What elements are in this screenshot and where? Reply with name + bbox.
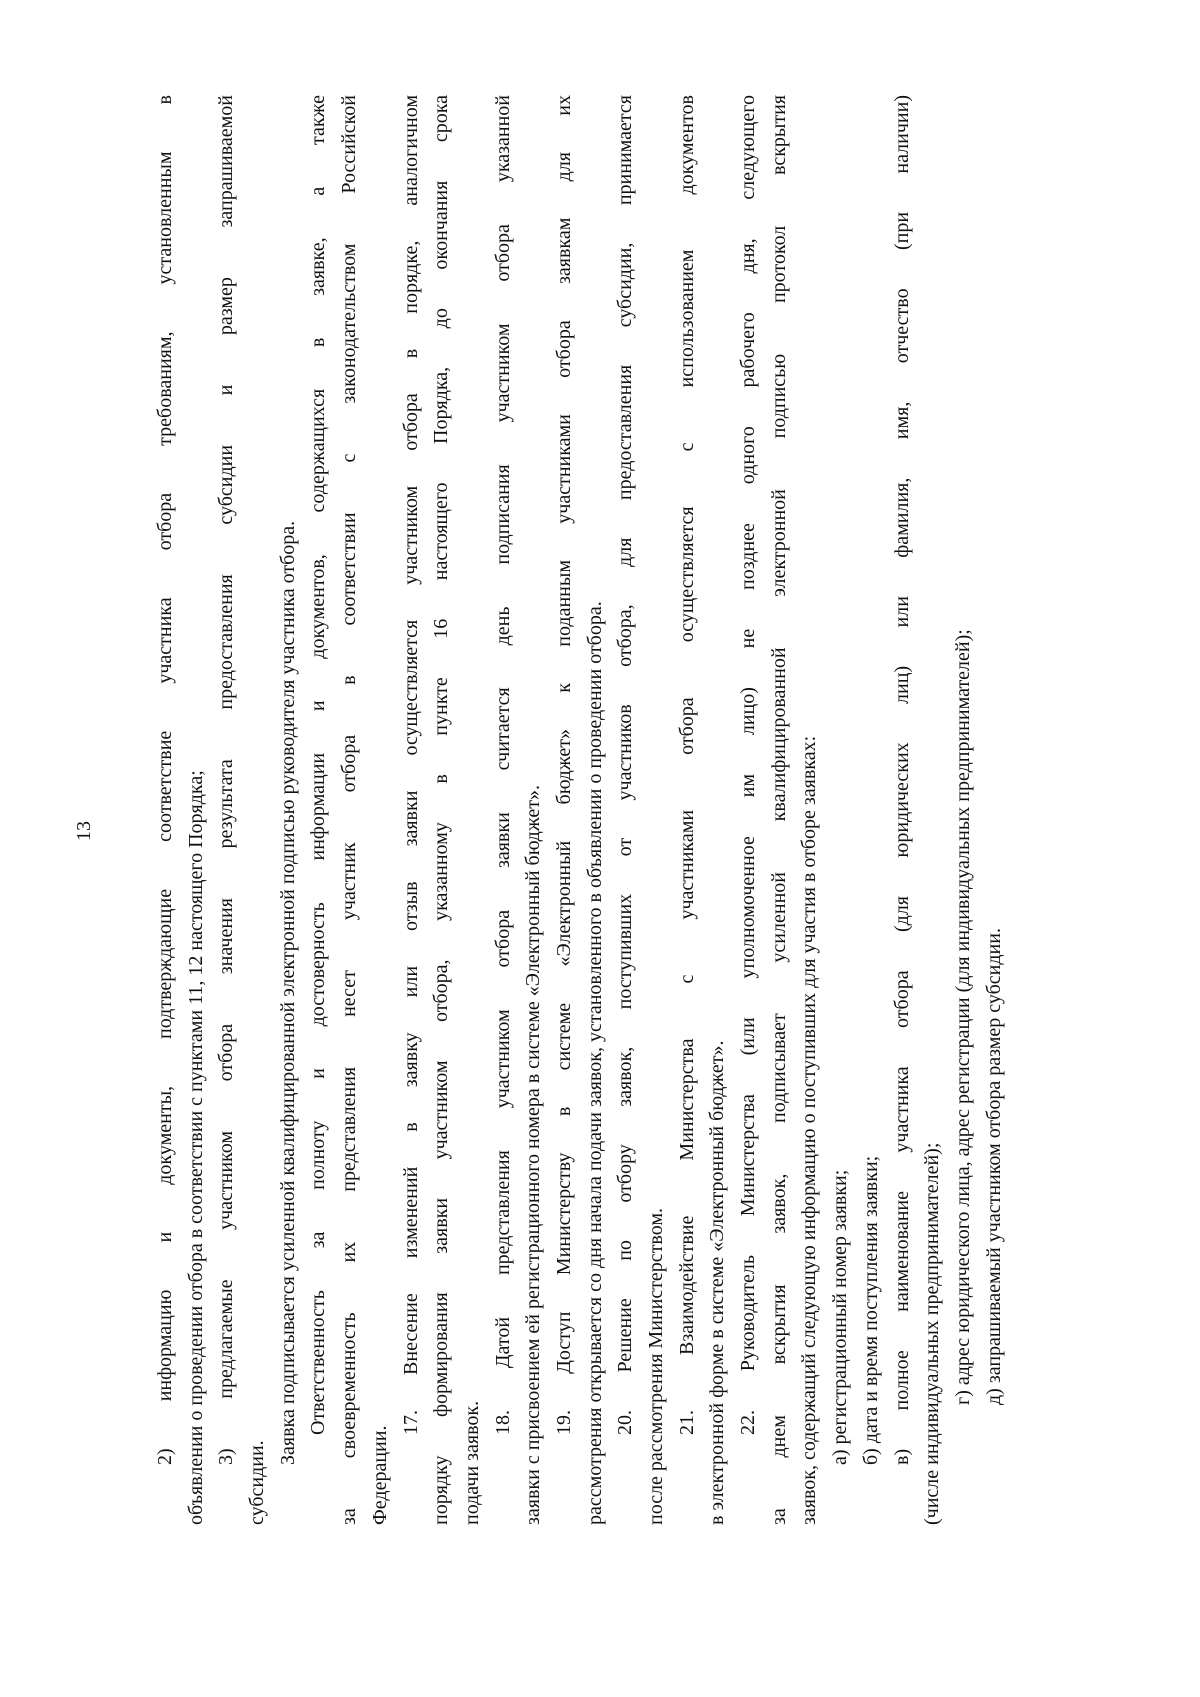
page-number: 13 (73, 821, 95, 841)
text-line: 20. Решение по отбору заявок, поступивших от участников отбора, для предоставления субсидии, принимается (614, 95, 637, 1435)
text-line: г) адрес юридического лица, адрес регистрации (для индивидуальных предпринимателей); (951, 629, 974, 1405)
text-line: рассмотрения открывается со дня начала подачи заявок, установленного в объявлении о проведении отбора. (583, 601, 606, 1525)
text-line: 19. Доступ Министерству в системе «Электронный бюджет» к поданным участниками отбора заявкам для их (552, 95, 575, 1435)
text-line: заявки с присвоением ей регистрационного номера в системе «Электронный бюджет». (522, 785, 545, 1525)
text-line: заявок, содержащий следующую информацию о поступивших для участия в отборе заявках: (798, 735, 821, 1525)
text-line: Федерации. (368, 1425, 391, 1525)
text-line: порядку формирования заявки участником отбора, указанному в пункте 16 настоящего Порядка, до окончания срока (430, 95, 453, 1525)
text-line: подачи заявок. (460, 1400, 483, 1525)
text-line: 18. Датой представления участником отбора заявки считается день подписания участником отбора указанной (491, 95, 514, 1435)
text-line: а) регистрационный номер заявки; (829, 1169, 852, 1465)
text-line: 2) информацию и документы, подтверждающие соответствие участника отбора требованиям, установленным в (154, 95, 176, 1465)
text-line: за днем вскрытия заявок, подписывает усиленной квалифицированной электронной подписью протокол вскрытия (767, 95, 790, 1525)
text-line: в электронной форме в системе «Электронный бюджет». (706, 1040, 729, 1525)
text-line: (числе индивидуальных предпринимателей); (921, 1142, 944, 1525)
text-line: б) дата и время поступления заявки; (859, 1155, 882, 1465)
text-line: в) полное наименование участника отбора (для юридических лиц) или фамилия, имя, отчество (при наличии) (890, 95, 913, 1465)
text-line: субсидии. (246, 1440, 269, 1525)
text-line: Заявка подписывается усиленной квалифицированной электронной подписью руководителя участника отбора. (276, 520, 299, 1465)
text-line: за своевременность их представления несет участник отбора в соответствии с законодательством Российской (338, 95, 361, 1525)
text-line: 22. Руководитель Министерства (или уполномоченное им лицо) не позднее одного рабочего дня, следующего (737, 95, 760, 1435)
text-line: после рассмотрения Министерством. (645, 1207, 667, 1525)
text-line: Ответственность за полноту и достоверность информации и документов, содержащихся в заявке, а также (307, 95, 330, 1435)
text-line: 17. Внесение изменений в заявку или отзыв заявки осуществляется участником отбора в порядке, аналогичном (399, 95, 422, 1435)
document-body (150, 95, 1005, 1525)
text-line: объявлении о проведении отбора в соответствии с пунктами 11, 12 настоящего Порядка; (184, 770, 207, 1525)
text-line: 3) предлагаемые участником отбора значения результата предоставления субсидии и размер запрашиваемой (215, 95, 238, 1465)
text-line: д) запрашиваемый участником отбора размер субсидии. (982, 928, 1005, 1405)
text-line: 21. Взаимодействие Министерства с участниками отбора осуществляется с использованием документов (675, 95, 698, 1435)
